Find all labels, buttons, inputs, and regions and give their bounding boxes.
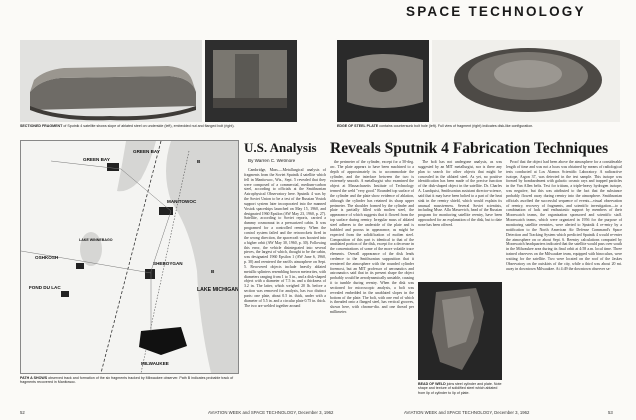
map-marker-b-top: B: [197, 159, 201, 164]
map-label-fond-du-lac: FOND DU LAC: [29, 285, 61, 290]
map-label-milwaukee: MILWAUKEE: [141, 361, 169, 366]
map-label-sheboygan: SHEBOYGAN: [153, 261, 183, 266]
map-label-lake-michigan: LAKE MICHIGAN: [197, 287, 238, 293]
weld-caption: BEAD OF WELD joins steel cylinder and plate. Note shape and texture of solidified steel which ablated from lip of cylinder to lip of plate.: [418, 382, 502, 395]
article1-body: Cambridge, Mass.—Metallurgical analysis of fragments from the Soviet Sputnik 4 satellite which fell in Manitowoc, Wis., Sept. 5 revealed that they were composed of a commercial, medium-carbon steel, according to officials at the Smithsonian Astrophysical Observatory here. Sputnik 4 was by the Soviet Union to be a test of the Russian Vostok support system later incorporated into the manned Vostok spaceships launched on May 15, 1960, and designated 1960 Epsilon (AW May 23, 1960, p. 27). Satellite, according to Soviet reports, carried a dummy cosmonaut in a pressurized cabin. It was programed for a controlled reentry. When the control system failed and the retrorockets fired in the wrong direction, the spacecraft was boosted into a higher orbit (AW May 30, 1960, p. 30). Following this error, the vehicle disintegrated into several pieces, the largest of which, thought to be the cabin, was designated 1960 Epsilon 1 (AW June 6, 1960, p. 30) and reentered the earth's atmosphere on Sept. 5. Recovered objects include heavily ablated metallic splinters resembling brown meteorites, with diameters ranging from 1 to 3 in., and a disk-shaped object with a diameter of 7.5 in. and a thickness of 3.2 in. The latter, which weighed 20 lb. before a section was removed for analysis, has two distinct parts: one plate, about 0.5 in. thick, under with a diameter of 5.5 in. and a circular plate 0.75 in. thick. The two are welded together around: [244, 168, 326, 308]
headline-us-analysis: U.S. Analysis: [244, 140, 317, 155]
plate-caption: EDGE OF STEEL PLATE contains countersunk bolt hole (left). Full view of fragment (right) indicates disk-like configuration.: [337, 124, 534, 128]
wisconsin-map: [20, 140, 239, 374]
article2-col1: the perimeter of the cylinder, except for a 50-deg. arc. The plate appears to have been machined to a depth of approximately in. to accommodate the cylinder, and the interface between the two is extremely smooth. A metallurgist who examined the object at Massachusetts Institute of Technology termed the weld "very good." Rounded top surface of the cylinder and the plate show evidence of ablation, although the cylinder has retained its sharp upper perimeter. The shoulder formed by the cylinder and plate is partially filled with molten steel, the appearance of which suggests that it flowed from the top surface during reentry. Irregular mass of ablated steel adheres to the underside of the plate and is bubbled and porous in appearance, as might be expected from the solidification of molten steel. Composition of this part is identical to that of the unablated portion of the disk, except for a decrease in the concentrations of some of the more volatile trace elements. Overall appearance of the disk lends credence to the Smithsonian supposition that it reentered the atmosphere with the rounded cylinder foremost, but an MIT professor of aeronautics and astronautics said that in its present shape the object probably would be aerodynamically unstable, causing it to tumble during reentry. When the disk was sectioned for microscopic analysis, a bolt was revealed embedded in the unablated slopes in the bottom of the plate. The bolt, with one end of which is threaded onto a flanged steel, has vertical grooves, shown here, with chrome-dia. and one thread per millimeter.: [330, 160, 414, 315]
map-label-manitowoc: MANITOWOC: [167, 199, 197, 204]
fragment-photo: [20, 40, 202, 122]
section-title: SPACE TECHNOLOGY: [406, 4, 586, 19]
footer-right-masthead: AVIATION WEEK and SPACE TECHNOLOGY, December 3, 1962: [404, 410, 530, 415]
footer-right-page-number: 53: [608, 410, 613, 415]
weld-bead-photo: [418, 282, 502, 380]
footer-left-page-number: 52: [20, 410, 25, 415]
full-fragment-photo: [432, 40, 620, 122]
map-label-lake-winnebago: LAKE WINNEBAGO: [79, 238, 113, 242]
map-label-green-bay-city: GREEN BAY: [83, 157, 110, 162]
article2-col3: Proof that the object had been above the atmosphere for a considerable length of time and was not a hoax was obtained by means of radiological tests conducted at Los Alamos Scientific Laboratory. A radioactive isotope, Argon 37, was detected in the test sample. This isotope was formed by bombardment with galactic cosmic rays and trapped particles in the Van Allen belts. Test for tritium, a triple-heavy hydrogen isotope, was negative, but this was attributed to the fact that the substance probably flowed away during reentry into the atmosphere. Smithsonian officials ascribed the successful sequence of events—visual observation of reentry, recovery of fragments, and scientific investigation—to a combination of luck and enthusiastic support by members of their Moonwatch teams, the organization sponsored and scientific staff. Moonwatch teams, which were organized in 1956 for the purpose of monitoring satellite reentries, were alerted to Sputnik 4 re-entry by a notification to the North American Air Defense Command's Space Detection and Tracking System which predicted Sputnik 4 would re-enter the atmosphere on or about Sept. 6. Reentry calculations computed by Moonwatch headquarters indicated that the satellite would pass over south in the Milwaukee area during its final orbit at 4:58 a.m. local time. Three trained observers on the Milwaukee team, equipped with binoculars, were waiting for the satellite. Two were located on the roof of the Jaskes Observatory on the outskirts of the city, while a third was about 20 mi. away in downtown Milwaukee. At 4:49 the downtown observer sa-: [506, 160, 622, 271]
map-label-oshkosh: OSHKOSH: [35, 255, 59, 260]
byline: By Warren C. Wetmore: [248, 158, 296, 163]
plate-edge-photo: [337, 40, 429, 122]
map-caption: PATH A SHOWS observed track and formation of the six fragments tracked by Milwaukee observer. Path B indicates probable track of fragments recovered in Manitowoc.: [20, 376, 234, 385]
headline-sputnik-fabrication: Reveals Sputnik 4 Fabrication Techniques: [330, 140, 609, 157]
bolt-closeup-photo: [205, 40, 297, 122]
fragment-caption: SECTIONED FRAGMENT of Sputnik 4 satellite shows slope of ablated steel on underside (left), embedded nut and flanged bolt (right).: [20, 124, 235, 128]
footer-left-masthead: AVIATION WEEK and SPACE TECHNOLOGY, December 3, 1962: [208, 410, 334, 415]
map-marker-b-side: B: [211, 269, 215, 274]
article2-col2: The bolt has not undergone analysis, as was suggested by an MIT metallurgist, nor is there any plan to search for other objects that might be concealed in the ablated steel. As yet, no positive identification has been made of the precise function of the disk-shaped object in the satellite. Dr. Charles A. Lundquist, Smithsonian assistant director-science, said that it may have been bolted to a part of the heat sink in the reentry shield, which would explain its unusual massiveness. Several Soviet scientists, including Msse. Alla Massevich, head of the Russian program for monitoring satellite reentry, have been approached for an explanation of the disk, but to date none has been offered.: [418, 160, 502, 227]
map-label-green-bay-water: GREEN BAY: [133, 149, 160, 154]
